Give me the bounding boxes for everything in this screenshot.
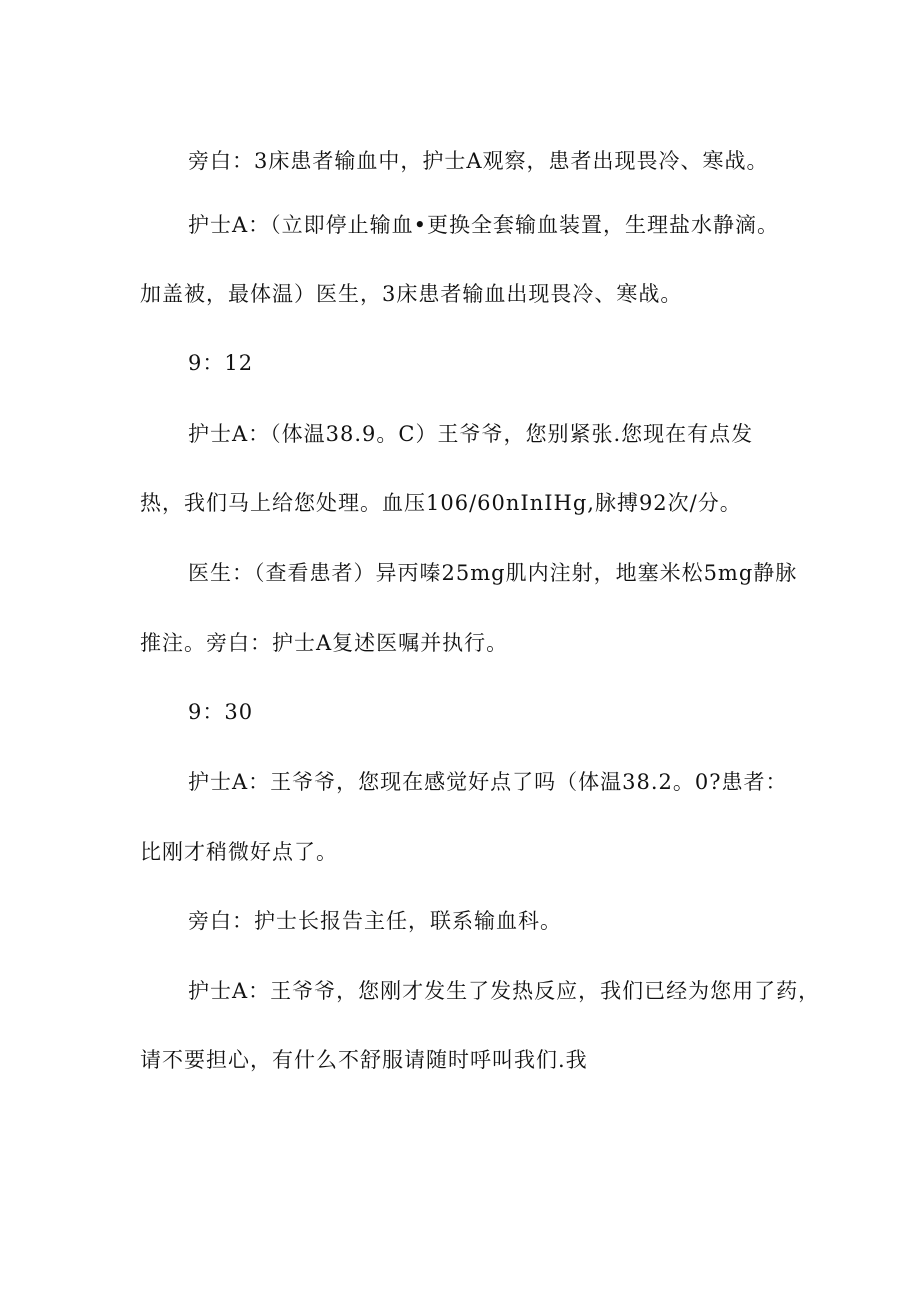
paragraph-line-6: 医生：（查看患者）异丙嗪25mg肌内注射，地塞米松5mg静脉 <box>188 561 798 585</box>
paragraph-line-2: 护士A：（立即停止输血•更换全套输血装置，生理盐水静滴。 <box>188 213 780 237</box>
paragraph-line-4: 护士A：（体温38.9。C）王爷爷，您别紧张.您现在有点发 <box>188 422 754 446</box>
paragraph-line-3: 加盖被，最体温）医生，3床患者输血出现畏冷、寒战。 <box>140 282 683 306</box>
timestamp-line-1: 9：12 <box>188 351 254 375</box>
paragraph-line-9: 比刚才稍微好点了。 <box>140 840 338 864</box>
paragraph-line-7: 推注。旁白：护士A复述医嘱并执行。 <box>140 631 509 655</box>
paragraph-line-10: 旁白：护士长报告主任，联系输血科。 <box>188 909 562 933</box>
paragraph-line-12: 请不要担心，有什么不舒服请随时呼叫我们.我 <box>140 1048 588 1072</box>
paragraph-line-5: 热，我们马上给您处理。血压106/60nInIHg,脉搏92次/分。 <box>140 491 742 515</box>
paragraph-line-8: 护士A：王爷爷，您现在感觉好点了吗（体温38.2。0?患者： <box>188 770 788 794</box>
paragraph-line-11: 护士A：王爷爷，您刚才发生了发热反应，我们已经为您用了药， <box>188 979 821 1003</box>
paragraph-line-1: 旁白：3床患者输血中，护士A观察，患者出现畏冷、寒战。 <box>188 149 769 173</box>
timestamp-line-2: 9：30 <box>188 700 254 724</box>
